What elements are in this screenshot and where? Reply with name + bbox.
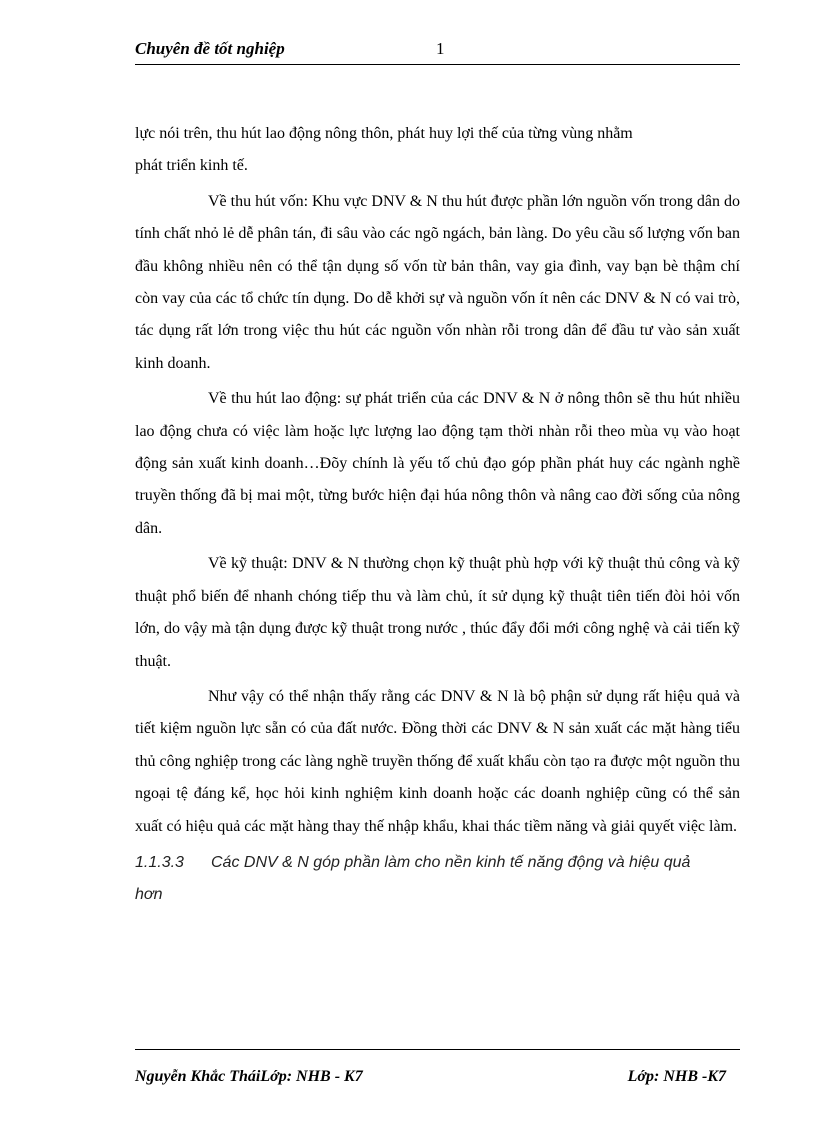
- paragraph-labor: [135, 383, 740, 545]
- text-line: thủ công và kỹ thuật phổ biến để nhanh chóng tiếp thu và làm chủ, ít sử dụng: [135, 555, 740, 605]
- text-line: các mặt hàng thay thế nhập khẩu, khai thác tiềm năng và giải quyết việc làm.: [244, 817, 738, 835]
- document-title: Chuyên đề tốt nghiệp: [135, 39, 285, 58]
- text-line: nhàn rỗi theo mùa vụ vào hoạt động sản xuất kinh doanh…Đõy chính là yếu: [135, 422, 740, 473]
- text-line: Về kỹ thuật: DNV & N thường chọn kỹ thuật phù hợp với kỹ thuật: [208, 555, 641, 573]
- text-line: từng bước hiện đại húa nông thôn và nâng cao đời sống của nông dân.: [135, 487, 741, 537]
- text-line: hiệu quả và tiết kiệm nguồn lực sẵn có của đất nước. Đồng thời các DNV & N: [135, 687, 741, 738]
- section-number: 1.1.3.3: [135, 853, 184, 871]
- text-line: tố chủ đạo góp phần phát huy các ngành nghề truyền thống đã bị mai một,: [135, 455, 740, 505]
- section-title-line: Các DNV & N góp phần làm cho nền kinh tế năng động và hiệu quả: [211, 853, 691, 871]
- text-line: phát triển kinh tế.: [135, 157, 248, 175]
- text-line: làng. Do yêu cầu số lượng vốn ban đầu không nhiều nên có thể tận dụng số: [135, 225, 741, 275]
- text-line: Như vậy có thể nhận thấy rằng các DNV & N là bộ phận sử dụng rất: [208, 687, 660, 705]
- paragraph-conclusion: [135, 681, 740, 843]
- footer-class: Lớp: NHB -K7: [627, 1068, 726, 1085]
- text-line: rất lớn trong việc thu hút các nguồn vốn nhàn rỗi trong dân để đầu tư vào sản: [195, 322, 708, 340]
- text-line: sản xuất các mặt hàng tiểu thủ công nghiệp trong các làng nghề truyền thống: [135, 720, 741, 770]
- text-line: thu hút nhiều lao động chưa có việc làm hoặc lực lượng lao động tạm thời: [135, 390, 741, 440]
- paragraph-intro-continuation: [135, 118, 740, 183]
- document-body: [135, 118, 740, 912]
- page-header: [135, 36, 740, 65]
- section-title-line: hơn: [135, 886, 163, 904]
- text-line: lực nói trên, thu hút lao động nông thôn, phát huy lợi thế của từng vùng nhằm: [135, 125, 633, 142]
- text-line: Về thu hút vốn: Khu vực DNV & N thu hút được phần lớn nguồn: [208, 192, 628, 210]
- text-line: vốn trong dân do tính chất nhỏ lẻ dễ phân tán, đi sâu vào các ngõ ngách, bản: [135, 192, 741, 243]
- page-number: 1: [436, 39, 445, 58]
- paragraph-capital: [135, 186, 740, 380]
- paragraph-technology: [135, 548, 740, 678]
- text-line: dụng. Do dễ khởi sự và nguồn vốn ít nên các DNV & N có vai trò, tác dụng: [135, 290, 741, 340]
- text-line: nước , thúc đẩy đổi mới công nghệ và cải tiến kỹ thuật.: [135, 620, 741, 670]
- text-line: kỹ thuật tiên tiến đòi hỏi vốn lớn, do vậy mà tận dụng được kỹ thuật trong: [135, 587, 740, 638]
- section-subheading: [135, 847, 740, 912]
- footer-author: Nguyễn Khắc TháiLớp: NHB - K7: [135, 1068, 363, 1085]
- text-line: để xuất khẩu còn tạo ra được một nguồn thu ngoại tệ đáng kể, học hỏi kinh: [135, 752, 741, 803]
- page-footer: [135, 1049, 740, 1085]
- text-line: nghiệm kinh doanh hoặc các doanh nghiệp cũng có thể sản xuất có hiệu quả: [135, 785, 740, 835]
- text-line: xuất kinh doanh.: [135, 322, 740, 372]
- text-line: vốn từ bản thân, vay gia đình, vay bạn bè thậm chí còn vay của các tổ chức tín: [135, 257, 740, 308]
- text-line: Về thu hút lao động: sự phát triển của các DNV & N ở nông thôn sẽ: [208, 390, 651, 408]
